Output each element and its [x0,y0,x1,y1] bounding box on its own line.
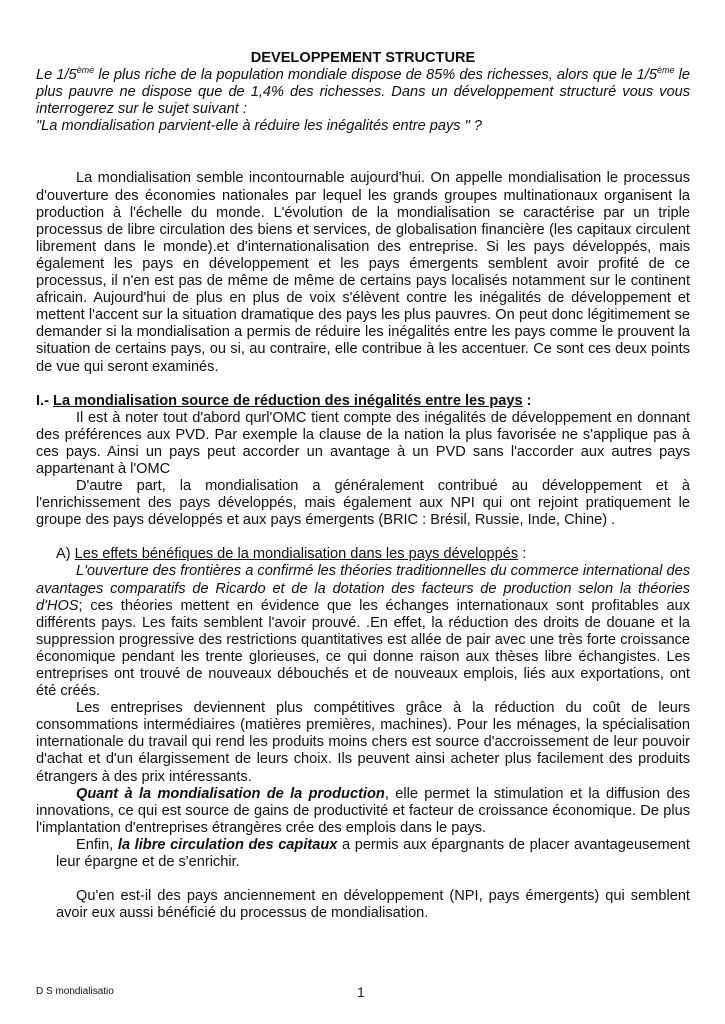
heading-suffix: : [522,392,532,409]
superscript: ème [656,65,675,76]
subject-question: "La mondialisation parvient-elle à réduire les inégalités entre pays " ? [36,118,482,135]
subsection-a-paragraph: Les entreprises deviennent plus compétitives grâce à la réduction du coût de leurs consommations intermédiaires (matières premières, machines). Pour les ménages, la spécialisation internationale du travail qui rend les produits moins chers est source d'accroissement de leur pouvoir d'achat et d'un élargissement de leurs choix. Ils peuvent ainsi acheter plus facilement des produits étrangers à des prix intéressants. [36,700,690,785]
paragraph-text: ; ces théories mettent en évidence que les échanges internationaux sont profitables aux différents pays. Les faits semblent l'avoir prouvé. .En effet, la réduction des droits de douane et la suppression progressive des restrictions quantitatives est allée de pair avec une très forte croissance économique pendant les trente glorieuses, ce qui donne raison aux thèses libre échangistes. Les entreprises ont trouvé de nouveaux débouchés et de nouveaux emplois, liés aux exportations, ont été créés. [36,597,690,700]
section-1-heading [36,393,690,410]
introduction-paragraph: La mondialisation semble incontournable aujourd'hui. On appelle mondialisation le processus d'ouverture des économies nationales par lequel les grands groupes multinationaux organisent la production à l'échelle du monde. L'évolution de la mondialisation se caractérise par un triple processus de libre circulation des biens et services, de globalisation financière (les capitaux circulent librement dans le monde).et d'internationalisation des entreprise. Si les pays développés, mais également les pays en développement et les pays émergents semblent avoir profité de ce processus, il n'en est pas de même de même de certains pays localisés notamment sur le continent africain. Aujourd'hui de plus en plus de voix s'élèvent contre les inégalités de développement et mettent l'accent sur la situation dramatique des pays les plus pauvres. On peut donc légitimement se demander si la mondialisation a permis de réduire les inégalités entre les pays comme le prouvent la situation de certains pays, ou si, au contraire, elle contribue à les accentuer. Ce sont ces deux points de vue qui seront examinés. [36,170,690,375]
page-number: 1 [357,984,365,1000]
subsection-label: A) [56,546,75,563]
document-page [36,50,690,922]
bold-italic-text: la libre circulation des capitaux [117,836,338,853]
subsection-a-paragraph [36,837,690,871]
section-1-paragraph: D'autre part, la mondialisation a généralement contribué au développement et à l'enrichissement des pays développés, mais également aux NPI qui ont rejoint pratiquement le groupe des pays développés et aux pays émergents (BRIC : Brésil, Russie, Inde, Chine) . [36,478,690,529]
superscript: ème [76,65,95,76]
subsection-a-paragraph [36,786,690,837]
paragraph-text: Enfin, [76,836,118,853]
intro-text: le plus pauvre ne dispose que de 1,4% des richesses. Dans un développement structuré vous vous interrogerez sur le sujet suivant : [36,67,691,118]
paragraph-text: a permis aux épargnants de placer avantageusement leur épargne et de s'enrichir. [56,836,690,871]
intro-text: le plus riche de la population mondiale dispose de 85% des richesses, alors que le 1/5 [94,67,657,84]
document-title: DEVELOPPEMENT STRUCTURE [250,50,476,66]
subsection-heading-text: Les effets bénéfiques de la mondialisation dans les pays développés [74,546,519,563]
footer-filename: D S mondialisatio [36,986,114,997]
paragraph-text: , elle permet la stimulation et la diffusion des innovations, ce qui est source de gains de productivité et facteur de croissance économique. De plus l'implantation d'entreprises étrangères crée des emplois dans le pays. [36,785,690,836]
section-heading-text: La mondialisation source de réduction des inégalités entre les pays [53,392,523,409]
bold-italic-text: Quant à la mondialisation de la production [76,785,385,802]
subsection-a-heading [36,546,690,563]
section-1-paragraph: Il est à noter tout d'abord qurl'OMC tient compte des inégalités de développement en donnant des préférences aux PVD. Par exemple la clause de la nation la plus favorisée ne s'applique pas à ces pays. Ainsi un pays peut accorder un avantage à un PVD sans l'accorder aux autres pays appartenant à l'OMC [36,409,690,477]
subject-intro [36,67,690,118]
italic-text: L'ouverture des frontières a confirmé les théories traditionnelles du commerce international des avantages comparatifs de Ricardo et de la dotation des facteurs de production selon la théories d'HOS [36,563,690,614]
intro-text: Le 1/5 [36,67,77,84]
heading-suffix: : [518,546,527,563]
section-number: I.- [36,392,54,409]
transition-paragraph: Qu'en est-il des pays anciennement en développement (NPI, pays émergents) qui semblent avoir eux aussi bénéficié du processus de mondialisation. [56,888,690,922]
subsection-a-paragraph [36,563,690,700]
